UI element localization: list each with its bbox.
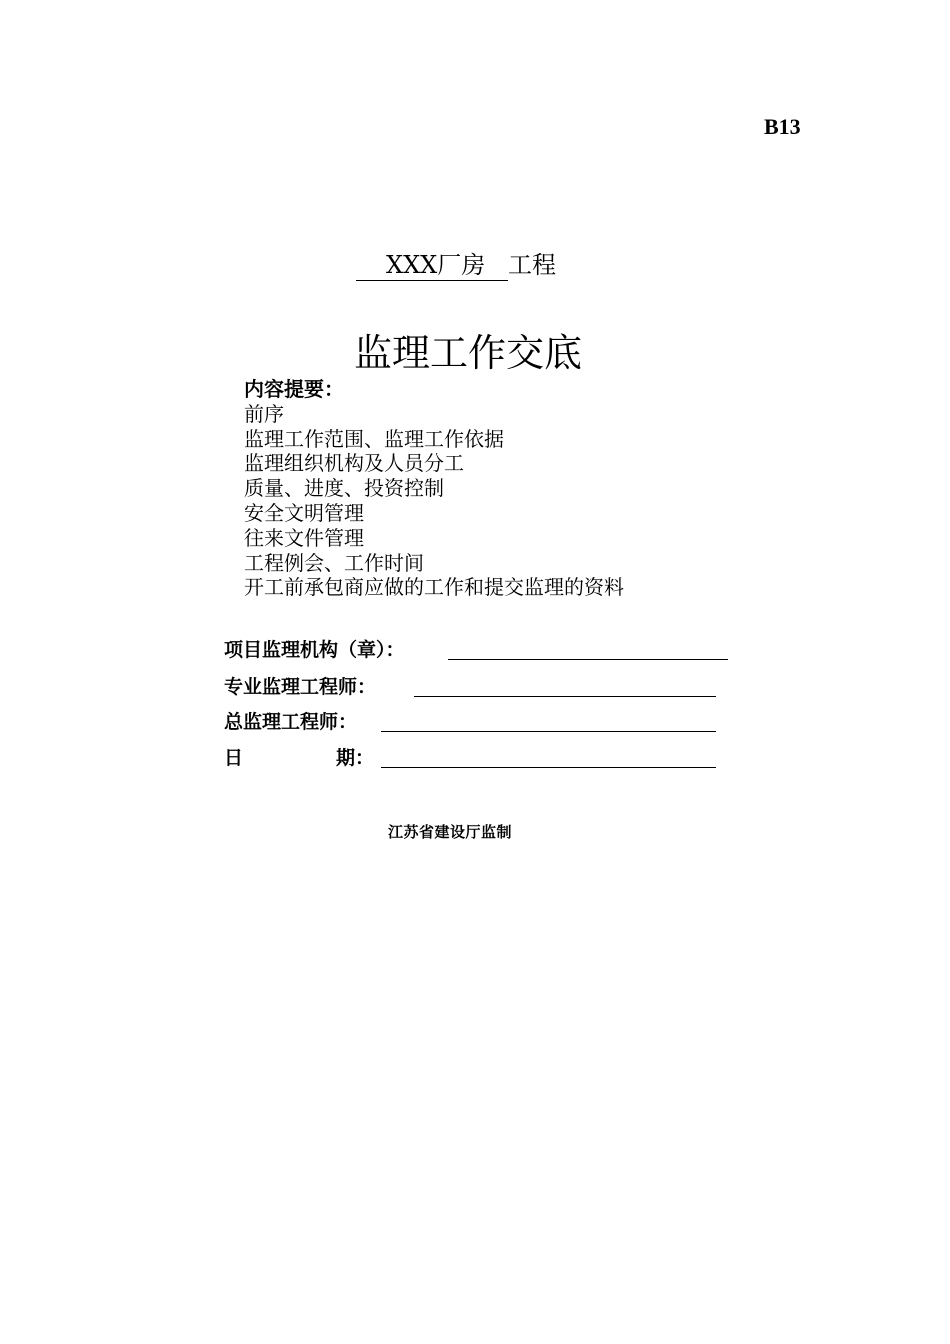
summary-heading: 内容提要： [244,377,344,401]
form-code: B13 [764,114,801,139]
summary-item: 前序 [244,401,284,426]
issuer-footer: 江苏省建设厅监制 [388,823,513,841]
summary-item: 质量、进度、投资控制 [244,476,444,501]
project-name-line [356,250,556,281]
date-field[interactable] [381,767,716,768]
summary-item: 监理工作范围、监理工作依据 [244,426,504,451]
summary-item: 监理组织机构及人员分工 [244,451,464,476]
date-label-second: 期： [336,747,375,769]
specialty-engineer-field[interactable] [414,696,716,697]
summary-list [244,402,624,600]
supervision-org-field[interactable] [448,659,728,660]
content-summary [244,377,624,600]
chief-engineer-row [224,709,357,735]
supervision-org-label: 项目监理机构（章）： [224,639,405,661]
supervision-org-row [224,637,405,663]
summary-item: 开工前承包商应做的工作和提交监理的资料 [244,575,624,600]
project-suffix: 工程 [508,251,556,279]
project-name: XXX厂房 [386,251,486,279]
chief-engineer-field[interactable] [381,731,716,732]
summary-item: 工程例会、工作时间 [244,550,424,575]
project-name-blank[interactable] [356,250,508,281]
date-label-first: 日 [224,747,244,769]
specialty-engineer-row [224,674,376,700]
summary-item: 安全文明管理 [244,500,364,525]
chief-engineer-label: 总监理工程师： [224,711,358,733]
document-title: 监理工作交底 [354,331,583,375]
summary-item: 往来文件管理 [244,525,364,550]
specialty-engineer-label: 专业监理工程师： [224,676,377,698]
